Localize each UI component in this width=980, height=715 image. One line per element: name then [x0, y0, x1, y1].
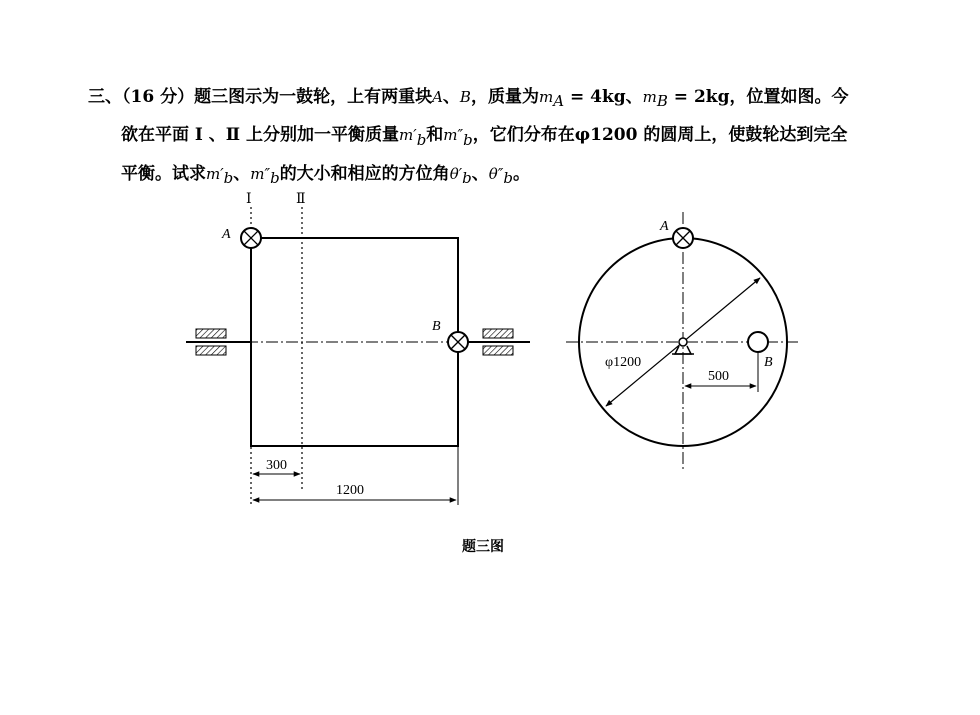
dim-500-label: 500: [708, 369, 729, 384]
problem-text: 。: [512, 163, 530, 184]
mass-subscript: b: [463, 130, 473, 149]
mass-b-label: B: [459, 88, 471, 106]
mass-subscript: b: [416, 130, 427, 149]
mass-b-end-label: B: [764, 355, 773, 370]
mass-a-side: [241, 228, 261, 248]
separator: 、: [233, 163, 251, 184]
bearing-left-bottom: [196, 346, 226, 355]
problem-text: 的大小和相应的方位角: [279, 163, 450, 184]
problem-text: ，质量为: [470, 87, 539, 107]
plane-i-label: Ⅰ: [246, 192, 252, 207]
dim-phi1200-label: φ1200: [605, 355, 642, 370]
problem-text: 欲在平面 Ⅰ 、Ⅱ 上分别加一平衡质量: [121, 125, 400, 146]
bearing-left-top: [196, 329, 226, 338]
problem-text: ，位置如图。今: [729, 87, 849, 107]
mass-b-end: [748, 332, 768, 352]
mass-a-value: = 4kg: [564, 87, 626, 107]
problem-text: 平衡。试求: [121, 163, 206, 184]
mass-a-label: A: [432, 88, 443, 106]
mass-symbol: m: [642, 88, 657, 106]
mass-a-end-label: A: [660, 219, 669, 234]
plane-ii-label: Ⅱ: [296, 192, 306, 207]
dim-1200-label: 1200: [336, 483, 364, 498]
problem-text: 题三图示为一鼓轮，上有两重块: [194, 87, 433, 107]
pivot-support: [672, 338, 694, 354]
end-view: [566, 212, 800, 470]
angle-2: θ″: [488, 164, 504, 183]
mass-subscript: b: [223, 169, 234, 188]
figure-caption: 题三图: [462, 539, 504, 555]
mass-a-side-label: A: [222, 227, 231, 242]
bearing-right-top: [483, 329, 513, 338]
mass-symbol: m: [538, 88, 554, 106]
mass-subscript: A: [553, 92, 565, 111]
mass-b-value: = 2kg: [667, 87, 730, 107]
separator: 、: [471, 163, 489, 184]
separator: 、: [442, 87, 460, 107]
mass-subscript: b: [270, 169, 280, 188]
balance-mass-2: m″: [443, 126, 464, 145]
side-view: [186, 192, 530, 505]
mass-b-side-label: B: [432, 319, 441, 334]
angle-1: θ′: [449, 164, 463, 183]
angle-subscript: b: [462, 169, 472, 188]
balance-mass-2: m″: [250, 164, 271, 183]
mass-a-end: [673, 228, 693, 248]
problem-points: （16 分）: [122, 87, 195, 107]
bearing-right-bottom: [483, 346, 513, 355]
separator: 、: [625, 87, 643, 107]
angle-subscript: b: [503, 169, 513, 188]
balance-mass-1: m′: [206, 164, 224, 183]
mass-b-side: [448, 332, 468, 352]
mass-subscript: B: [656, 92, 668, 111]
problem-number: 三、: [88, 87, 122, 107]
problem-text: ，它们分布在φ1200 的圆周上，使鼓轮达到完全: [472, 125, 848, 146]
balance-mass-1: m′: [399, 126, 417, 145]
dim-300-label: 300: [266, 458, 287, 473]
problem-text: 和: [426, 125, 444, 146]
